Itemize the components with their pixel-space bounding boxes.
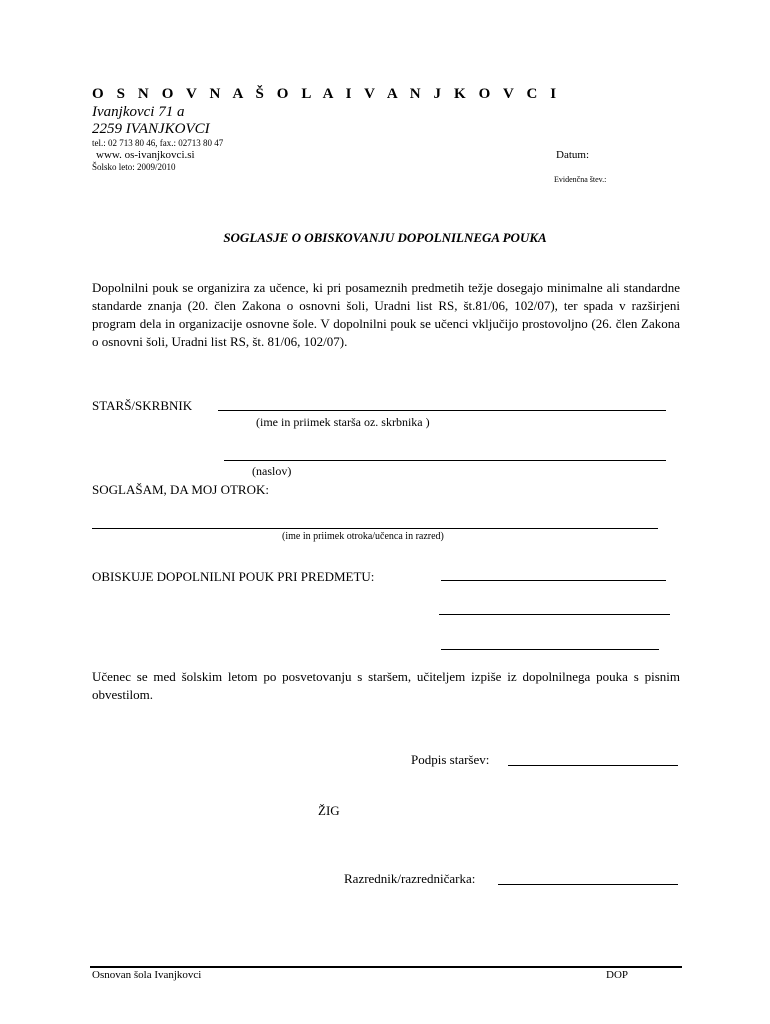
school-name: O S N O V N A Š O L A I V A N J K O V C I: [92, 86, 561, 102]
website: www. os-ivanjkovci.si: [96, 149, 195, 161]
class-teacher-label: Razrednik/razredničarka:: [344, 871, 476, 886]
subject-label: OBISKUJE DOPOLNILNI POUK PRI PREDMETU:: [92, 569, 375, 584]
phone-fax: tel.: 02 713 80 46, fax.: 02713 80 47: [92, 138, 224, 148]
school-year: Šolsko leto: 2009/2010: [92, 162, 176, 172]
intro-paragraph: Dopolnilni pouk se organizira za učence, ki pri posameznih predmetih težje dosegajo minimalne ali standardne standarde znanja (20. člen Zakona o osnovni šoli, Uradni list RS, št.81/06, 102/07), ter spada v razširjeni program dela in organizacije osnovne šole. V dopolnilni pouk se učenci vključijo prostovoljno (26. člen Zakona o osnovni šoli, Uradni list RS, št. 81/06, 102/07).: [92, 280, 680, 349]
footer-code: DOP: [606, 969, 629, 981]
child-name-field[interactable]: [92, 528, 658, 529]
parents-signature-field[interactable]: [508, 765, 678, 766]
footer-rule: [90, 966, 682, 968]
address-caption: (naslov): [252, 464, 292, 478]
child-caption: (ime in priimek otroka/učenca in razred): [282, 531, 444, 542]
class-teacher-signature-field[interactable]: [498, 884, 678, 885]
parent-name-field[interactable]: [218, 410, 666, 411]
document-title: SOGLASJE O OBISKOVANJU DOPOLNILNEGA POUKA: [223, 230, 547, 245]
address-line-1: Ivanjkovci 71 a: [92, 104, 185, 120]
subject-field-3[interactable]: [441, 649, 659, 650]
parents-signature-label: Podpis staršev:: [411, 752, 490, 767]
consent-label: SOGLAŠAM, DA MOJ OTROK:: [92, 482, 269, 497]
address-line-2: 2259 IVANJKOVCI: [92, 121, 210, 137]
address-field[interactable]: [224, 460, 666, 461]
date-label: Datum:: [556, 149, 589, 161]
footer-school: Osnovan šola Ivanjkovci: [92, 969, 202, 981]
withdrawal-paragraph: Učenec se med šolskim letom po posvetovanju s staršem, učiteljem izpiše iz dopolnilnega pouka s pisnim obvestilom.: [92, 669, 680, 702]
parent-label: STARŠ/SKRBNIK: [92, 398, 193, 413]
record-number-label: Evidenčna štev.:: [554, 175, 607, 184]
parent-caption: (ime in priimek starša oz. skrbnika ): [256, 415, 430, 429]
stamp-label: ŽIG: [318, 803, 340, 818]
subject-field-2[interactable]: [439, 614, 670, 615]
subject-field-1[interactable]: [441, 580, 666, 581]
